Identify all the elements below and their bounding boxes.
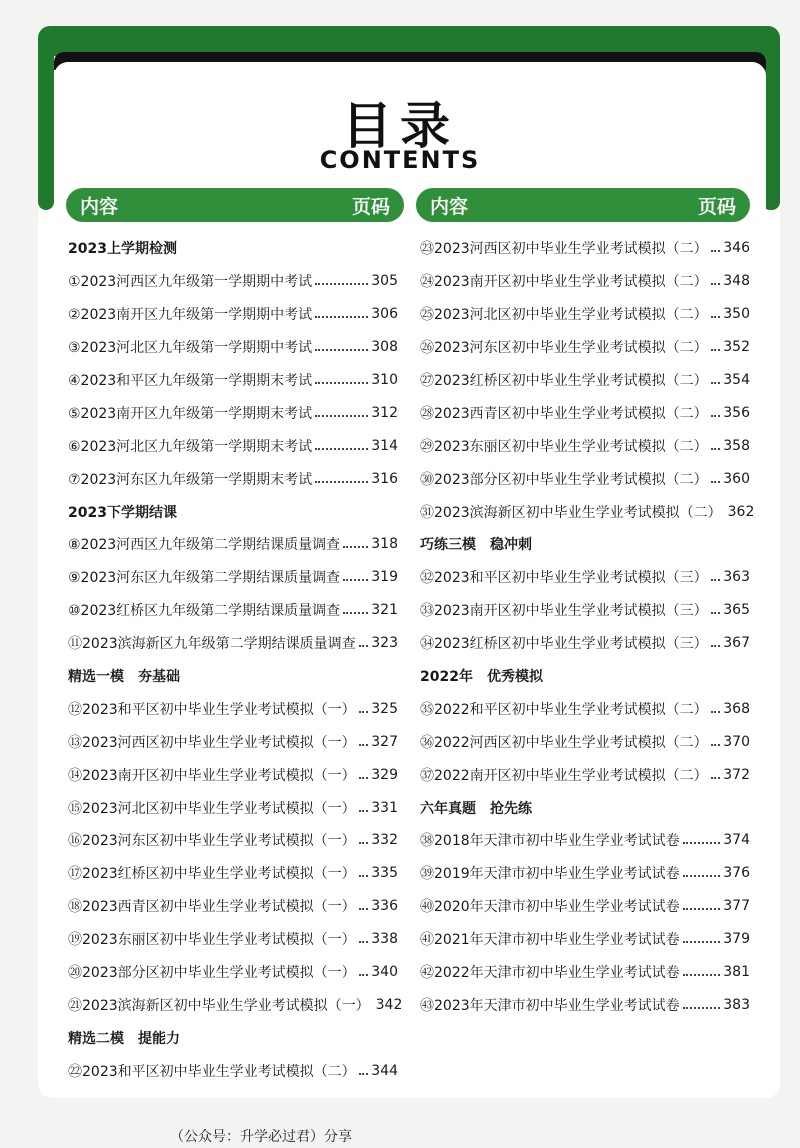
- dot-leader: [711, 349, 721, 351]
- content-label: 内容: [80, 195, 119, 218]
- toc-entry[interactable]: [68, 725, 398, 758]
- dot-leader: [711, 481, 721, 483]
- entry-page-number: 367: [723, 635, 750, 652]
- toc-entry[interactable]: [68, 857, 398, 890]
- toc-entry[interactable]: [420, 429, 750, 462]
- toc-section-heading: [68, 1021, 398, 1054]
- section-title: 巧练三模 稳冲刺: [420, 537, 532, 554]
- entry-page-number: 377: [723, 898, 750, 915]
- entry-page-number: 363: [723, 569, 750, 586]
- entry-title: ⑫2023和平区初中毕业生学业考试模拟（一）: [68, 701, 356, 718]
- dot-leader: [711, 777, 721, 779]
- section-title: 2023上学期检测: [68, 241, 177, 258]
- toc-entry[interactable]: [68, 956, 398, 989]
- entry-page-number: 338: [371, 931, 398, 948]
- entry-page-number: 372: [723, 766, 750, 783]
- dot-leader: [711, 711, 721, 713]
- entry-title: ㉜2023和平区初中毕业生学业考试模拟（三）: [420, 570, 708, 587]
- entry-title: ⑯2023河东区初中毕业生学业考试模拟（一）: [68, 833, 356, 850]
- dot-leader: [711, 448, 721, 450]
- entry-page-number: 318: [371, 536, 398, 553]
- toc-entry[interactable]: [68, 462, 398, 495]
- dot-leader: [359, 711, 369, 713]
- section-title: 精选二模 提能力: [68, 1030, 180, 1047]
- toc-entry[interactable]: [420, 758, 750, 791]
- toc-entry[interactable]: [420, 561, 750, 594]
- entry-title: ㊶2021年天津市初中毕业生学业考试试卷: [420, 932, 680, 949]
- entry-title: ⑦2023河东区九年级第一学期期末考试: [68, 471, 313, 488]
- entry-page-number: 329: [371, 766, 398, 783]
- toc-entry[interactable]: [68, 791, 398, 824]
- toc-entry[interactable]: [68, 298, 398, 331]
- right-column-header: [416, 188, 750, 222]
- entry-title: ⑭2023南开区初中毕业生学业考试模拟（一）: [68, 767, 356, 784]
- toc-entry[interactable]: [68, 331, 398, 364]
- entry-title: ㊴2019年天津市初中毕业生学业考试试卷: [420, 866, 680, 883]
- dot-leader: [683, 941, 721, 943]
- entry-page-number: 344: [371, 1062, 398, 1079]
- entry-title: ㉙2023东丽区初中毕业生学业考试模拟（二）: [420, 438, 708, 455]
- dot-leader: [343, 612, 368, 614]
- entry-page-number: 346: [723, 240, 750, 257]
- page-label: 页码: [351, 195, 390, 218]
- entry-page-number: 352: [723, 339, 750, 356]
- toc-entry[interactable]: [420, 331, 750, 364]
- entry-title: ②2023南开区九年级第一学期期中考试: [68, 307, 313, 324]
- toc-entry[interactable]: [420, 265, 750, 298]
- toc-entry[interactable]: [68, 824, 398, 857]
- entry-page-number: 314: [371, 437, 398, 454]
- entry-page-number: 354: [723, 372, 750, 388]
- entry-title: ⑤2023南开区九年级第一学期期末考试: [68, 405, 313, 422]
- entry-page-number: 336: [371, 898, 398, 915]
- entry-page-number: 323: [371, 635, 398, 652]
- toc-entry[interactable]: [420, 627, 750, 660]
- toc-entry[interactable]: [420, 824, 750, 857]
- toc-entry[interactable]: [68, 364, 398, 397]
- toc-entry[interactable]: [420, 298, 750, 331]
- dot-leader: [315, 316, 368, 318]
- toc-entry[interactable]: [420, 462, 750, 495]
- entry-title: ⑩2023红桥区九年级第二学期结课质量调查: [68, 603, 341, 620]
- dot-leader: [315, 283, 368, 285]
- toc-entry[interactable]: [420, 988, 750, 1021]
- dot-leader: [359, 744, 369, 746]
- entry-title: ㊷2022年天津市初中毕业生学业考试试卷: [420, 965, 680, 982]
- toc-entry[interactable]: [420, 692, 750, 725]
- entry-page-number: 350: [723, 306, 750, 323]
- toc-entry[interactable]: [420, 495, 755, 528]
- dot-leader: [711, 579, 721, 581]
- toc-entry[interactable]: [420, 956, 750, 989]
- right-toc-list: [420, 232, 755, 1021]
- toc-entry[interactable]: [68, 594, 398, 627]
- dot-leader: [315, 448, 368, 450]
- entry-title: ①2023河西区九年级第一学期期中考试: [68, 274, 313, 291]
- entry-title: ㊵2020年天津市初中毕业生学业考试试卷: [420, 899, 680, 916]
- footer-note: （公众号：升学必过君）分享: [170, 1129, 352, 1145]
- entry-title: ⑰2023红桥区初中毕业生学业考试模拟（一）: [68, 866, 356, 883]
- dot-leader: [683, 908, 721, 910]
- toc-entry[interactable]: [68, 890, 398, 923]
- toc-entry[interactable]: [420, 725, 750, 758]
- toc-entry[interactable]: [420, 923, 750, 956]
- entry-title: ㉒2023和平区初中毕业生学业考试模拟（二）: [68, 1063, 356, 1080]
- toc-entry[interactable]: [68, 692, 398, 725]
- toc-entry[interactable]: [68, 1054, 398, 1087]
- entry-page-number: 358: [723, 437, 750, 454]
- dot-leader: [359, 974, 369, 976]
- entry-page-number: 319: [371, 569, 398, 586]
- dot-leader: [359, 1073, 369, 1075]
- entry-title: ㉓2023河西区初中毕业生学业考试模拟（二）: [420, 241, 708, 258]
- entry-page-number: 374: [723, 832, 750, 849]
- entry-title: ㉑2023滨海新区初中毕业生学业考试模拟（一）: [68, 997, 370, 1014]
- dot-leader: [359, 645, 369, 647]
- entry-title: ㉞2023红桥区初中毕业生学业考试模拟（三）: [420, 636, 708, 653]
- dot-leader: [359, 777, 369, 779]
- dot-leader: [711, 612, 721, 614]
- entry-title: ⑬2023河西区初中毕业生学业考试模拟（一）: [68, 734, 356, 751]
- dot-leader: [711, 316, 721, 318]
- page-title: 目录: [342, 97, 458, 155]
- entry-title: ⑮2023河北区初中毕业生学业考试模拟（一）: [68, 800, 356, 817]
- entry-page-number: 379: [723, 931, 750, 948]
- dot-leader: [683, 842, 721, 844]
- toc-entry[interactable]: [68, 561, 398, 594]
- dot-leader: [683, 875, 721, 877]
- entry-page-number: 365: [723, 602, 750, 619]
- section-title: 六年真题 抢先练: [420, 800, 532, 817]
- entry-page-number: 312: [371, 404, 398, 421]
- entry-page-number: 331: [371, 799, 398, 816]
- section-title: 精选一模 夯基础: [68, 669, 180, 686]
- entry-title: ⑱2023西青区初中毕业生学业考试模拟（一）: [68, 899, 356, 916]
- toc-entry[interactable]: [420, 364, 750, 397]
- dot-leader: [359, 875, 369, 877]
- dot-leader: [683, 1007, 721, 1009]
- toc-entry[interactable]: [68, 758, 398, 791]
- entry-title: ㉗2023红桥区初中毕业生学业考试模拟（二）: [420, 373, 708, 389]
- entry-page-number: 360: [723, 470, 750, 487]
- toc-section-heading: [68, 495, 398, 528]
- entry-page-number: 376: [723, 865, 750, 882]
- page-subtitle: CONTENTS: [319, 146, 481, 174]
- toc-entry[interactable]: [68, 265, 398, 298]
- entry-page-number: 321: [371, 602, 398, 619]
- left-toc-list: [68, 232, 403, 1087]
- entry-page-number: 381: [723, 964, 750, 981]
- entry-title: ⑳2023部分区初中毕业生学业考试模拟（一）: [68, 965, 356, 982]
- dot-leader: [359, 810, 369, 812]
- toc-entry[interactable]: [68, 528, 398, 561]
- entry-page-number: 383: [723, 996, 750, 1013]
- entry-page-number: 356: [723, 404, 750, 421]
- dot-leader: [359, 842, 369, 844]
- entry-title: ㉔2023南开区初中毕业生学业考试模拟（二）: [420, 274, 708, 291]
- entry-title: ㉘2023西青区初中毕业生学业考试模拟（二）: [420, 405, 708, 422]
- dot-leader: [683, 974, 721, 976]
- left-column-header: [66, 188, 404, 222]
- entry-title: ㉚2023部分区初中毕业生学业考试模拟（二）: [420, 471, 708, 488]
- toc-entry[interactable]: [420, 396, 750, 429]
- toc-entry[interactable]: [420, 890, 750, 923]
- dot-leader: [315, 415, 368, 417]
- entry-title: ㉟2022和平区初中毕业生学业考试模拟（二）: [420, 701, 708, 718]
- toc-section-heading: [420, 791, 750, 824]
- toc-section-heading: [68, 232, 398, 265]
- toc-entry[interactable]: [68, 923, 398, 956]
- entry-page-number: 362: [727, 503, 755, 520]
- content-label: 内容: [430, 195, 469, 218]
- entry-page-number: 327: [371, 733, 398, 750]
- dot-leader: [711, 744, 721, 746]
- entry-title: ③2023河北区九年级第一学期期中考试: [68, 340, 313, 357]
- toc-entry[interactable]: [420, 594, 750, 627]
- entry-title: ㉝2023南开区初中毕业生学业考试模拟（三）: [420, 603, 708, 620]
- entry-page-number: 305: [371, 273, 398, 290]
- entry-title: ⑥2023河北区九年级第一学期期末考试: [68, 438, 313, 455]
- toc-entry[interactable]: [68, 988, 403, 1021]
- entry-title: ⑪2023滨海新区九年级第二学期结课质量调查: [68, 636, 356, 653]
- dot-leader: [359, 941, 369, 943]
- toc-entry[interactable]: [68, 627, 398, 660]
- dot-leader: [315, 481, 368, 483]
- entry-title: ⑨2023河东区九年级第二学期结课质量调查: [68, 570, 341, 587]
- dot-leader: [359, 908, 369, 910]
- dot-leader: [711, 250, 721, 252]
- entry-title: ㉕2023河北区初中毕业生学业考试模拟（二）: [420, 307, 708, 324]
- toc-section-heading: [420, 660, 750, 693]
- entry-title: ④2023和平区九年级第一学期期末考试: [68, 373, 313, 389]
- toc-entry[interactable]: [68, 429, 398, 462]
- dot-leader: [711, 645, 721, 647]
- entry-page-number: 342: [375, 996, 403, 1013]
- page-label: 页码: [697, 195, 736, 218]
- entry-title: ㊳2018年天津市初中毕业生学业考试试卷: [420, 833, 680, 850]
- entry-title: ⑧2023河西区九年级第二学期结课质量调查: [68, 537, 341, 554]
- entry-page-number: 335: [371, 865, 398, 882]
- entry-title: ㊱2022河西区初中毕业生学业考试模拟（二）: [420, 734, 708, 751]
- dot-leader: [343, 579, 368, 581]
- dot-leader: [343, 546, 368, 548]
- dot-leader: [711, 283, 721, 285]
- entry-page-number: 316: [371, 470, 398, 487]
- entry-page-number: 306: [371, 306, 398, 323]
- entry-page-number: 368: [723, 700, 750, 717]
- dot-leader: [711, 382, 721, 384]
- entry-title: ㉖2023河东区初中毕业生学业考试模拟（二）: [420, 340, 708, 357]
- toc-entry[interactable]: [420, 232, 750, 265]
- section-title: 2022年 优秀模拟: [420, 669, 543, 686]
- entry-page-number: 308: [371, 339, 398, 356]
- toc-entry[interactable]: [68, 396, 398, 429]
- dot-leader: [315, 382, 368, 384]
- entry-page-number: 310: [371, 372, 398, 388]
- entry-page-number: 340: [371, 964, 398, 981]
- section-title: 2023下学期结课: [68, 504, 177, 521]
- toc-section-heading: [420, 528, 750, 561]
- dot-leader: [711, 415, 721, 417]
- entry-page-number: 332: [371, 832, 398, 849]
- toc-section-heading: [68, 660, 398, 693]
- entry-page-number: 370: [723, 733, 750, 750]
- entry-title: ㉛2023滨海新区初中毕业生学业考试模拟（二）: [420, 504, 722, 521]
- dot-leader: [315, 349, 368, 351]
- entry-page-number: 325: [371, 700, 398, 717]
- entry-title: ㊸2023年天津市初中毕业生学业考试试卷: [420, 997, 680, 1014]
- entry-page-number: 348: [723, 273, 750, 290]
- toc-entry[interactable]: [420, 857, 750, 890]
- entry-title: ㊲2022南开区初中毕业生学业考试模拟（二）: [420, 767, 708, 784]
- entry-title: ⑲2023东丽区初中毕业生学业考试模拟（一）: [68, 932, 356, 949]
